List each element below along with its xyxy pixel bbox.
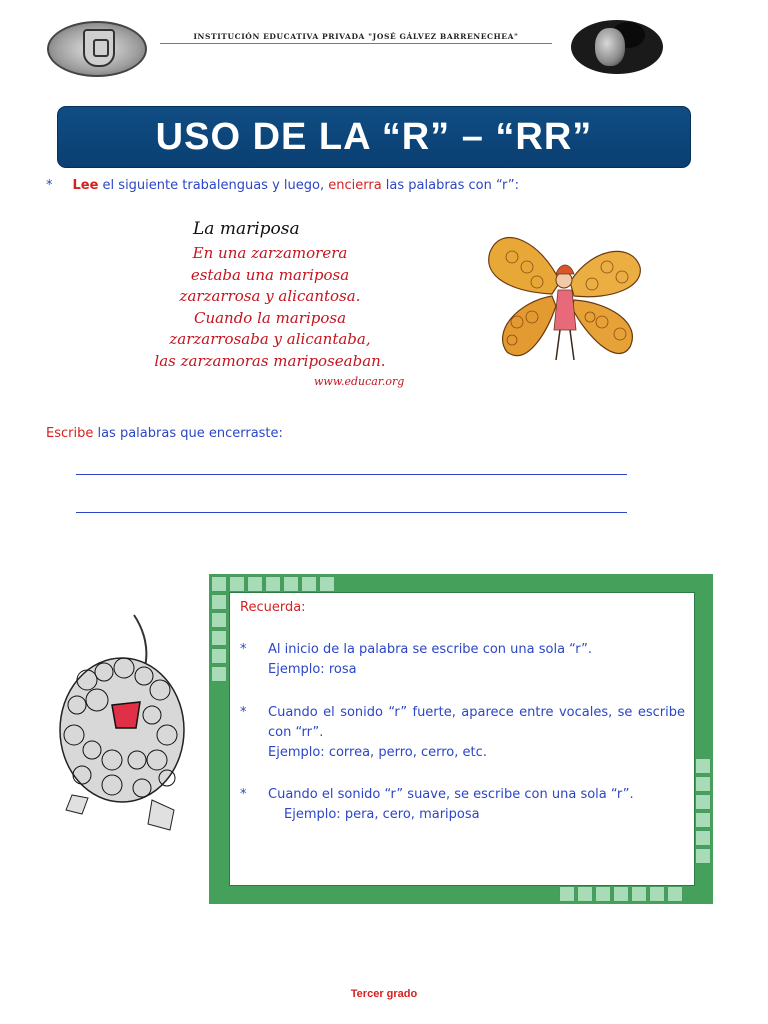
rule-bullet: * <box>240 705 247 720</box>
write-text: las palabras que encerraste: <box>93 426 283 441</box>
portrait-photo-icon <box>571 20 663 74</box>
frame-tiles-left <box>211 594 227 684</box>
rule-example: Ejemplo: correa, perro, cerro, etc. <box>268 745 487 760</box>
header-divider <box>160 43 552 44</box>
rule-example: Ejemplo: pera, cero, mariposa <box>284 807 480 822</box>
rule-item <box>240 703 685 763</box>
school-name: INSTITUCIÓN EDUCATIVA PRIVADA "JOSÉ GÁLVEZ BARRENECHEA" <box>193 32 519 41</box>
frame-tiles-bottom <box>559 886 685 902</box>
instruction-verb-encierra: encierra <box>328 178 382 193</box>
instruction-bullet: * <box>46 178 53 193</box>
poem-source: www.educar.org <box>314 375 405 388</box>
answer-line-2[interactable] <box>76 512 627 513</box>
title-banner <box>57 106 691 168</box>
rule-text: Cuando el sonido “r” fuerte, aparece entre vocales, se escribe con “rr”. <box>268 705 685 740</box>
poem-line: En una zarzamorera <box>192 244 348 262</box>
frame-tiles-right <box>695 758 711 866</box>
rule-text: Al inicio de la palabra se escribe con una sola “r”. <box>268 642 592 657</box>
poem-line: estaba una mariposa <box>190 265 350 284</box>
answer-line-1[interactable] <box>76 474 627 475</box>
instruction-text-2: las palabras con “r”: <box>381 178 520 193</box>
rule-item <box>240 640 685 680</box>
frame-tiles-top <box>211 576 337 592</box>
school-crest-icon <box>47 21 147 77</box>
remember-title: Recuerda: <box>240 600 306 615</box>
footer-grade: Tercer grado <box>350 988 418 1000</box>
write-instruction <box>46 426 283 441</box>
instruction-verb-lee: Lee <box>72 178 99 193</box>
butterfly-fairy-drawing-icon <box>482 222 647 372</box>
write-verb: Escribe <box>46 426 94 441</box>
rule-bullet: * <box>240 642 247 657</box>
instruction-text-1: el siguiente trabalenguas y luego, <box>98 178 329 193</box>
poem-line: zarzarrosa y alicantosa. <box>179 287 361 306</box>
shaggy-dog-drawing-icon <box>52 610 194 842</box>
poem-line: zarzarrosaba y alicantaba, <box>169 330 371 349</box>
rule-item <box>240 785 685 825</box>
rule-text: Cuando el sonido “r” suave, se escribe con una sola “r”. <box>268 787 634 802</box>
rule-example: Ejemplo: rosa <box>268 662 357 677</box>
rule-bullet: * <box>240 787 247 802</box>
poem-line: las zarzamoras mariposeaban. <box>154 351 386 370</box>
poem-title: La mariposa <box>193 219 300 239</box>
poem <box>100 243 440 373</box>
page-title: USO DE LA “R” – “RR” <box>155 115 593 158</box>
instruction-line <box>46 178 519 193</box>
poem-line: Cuando la mariposa <box>193 308 347 327</box>
